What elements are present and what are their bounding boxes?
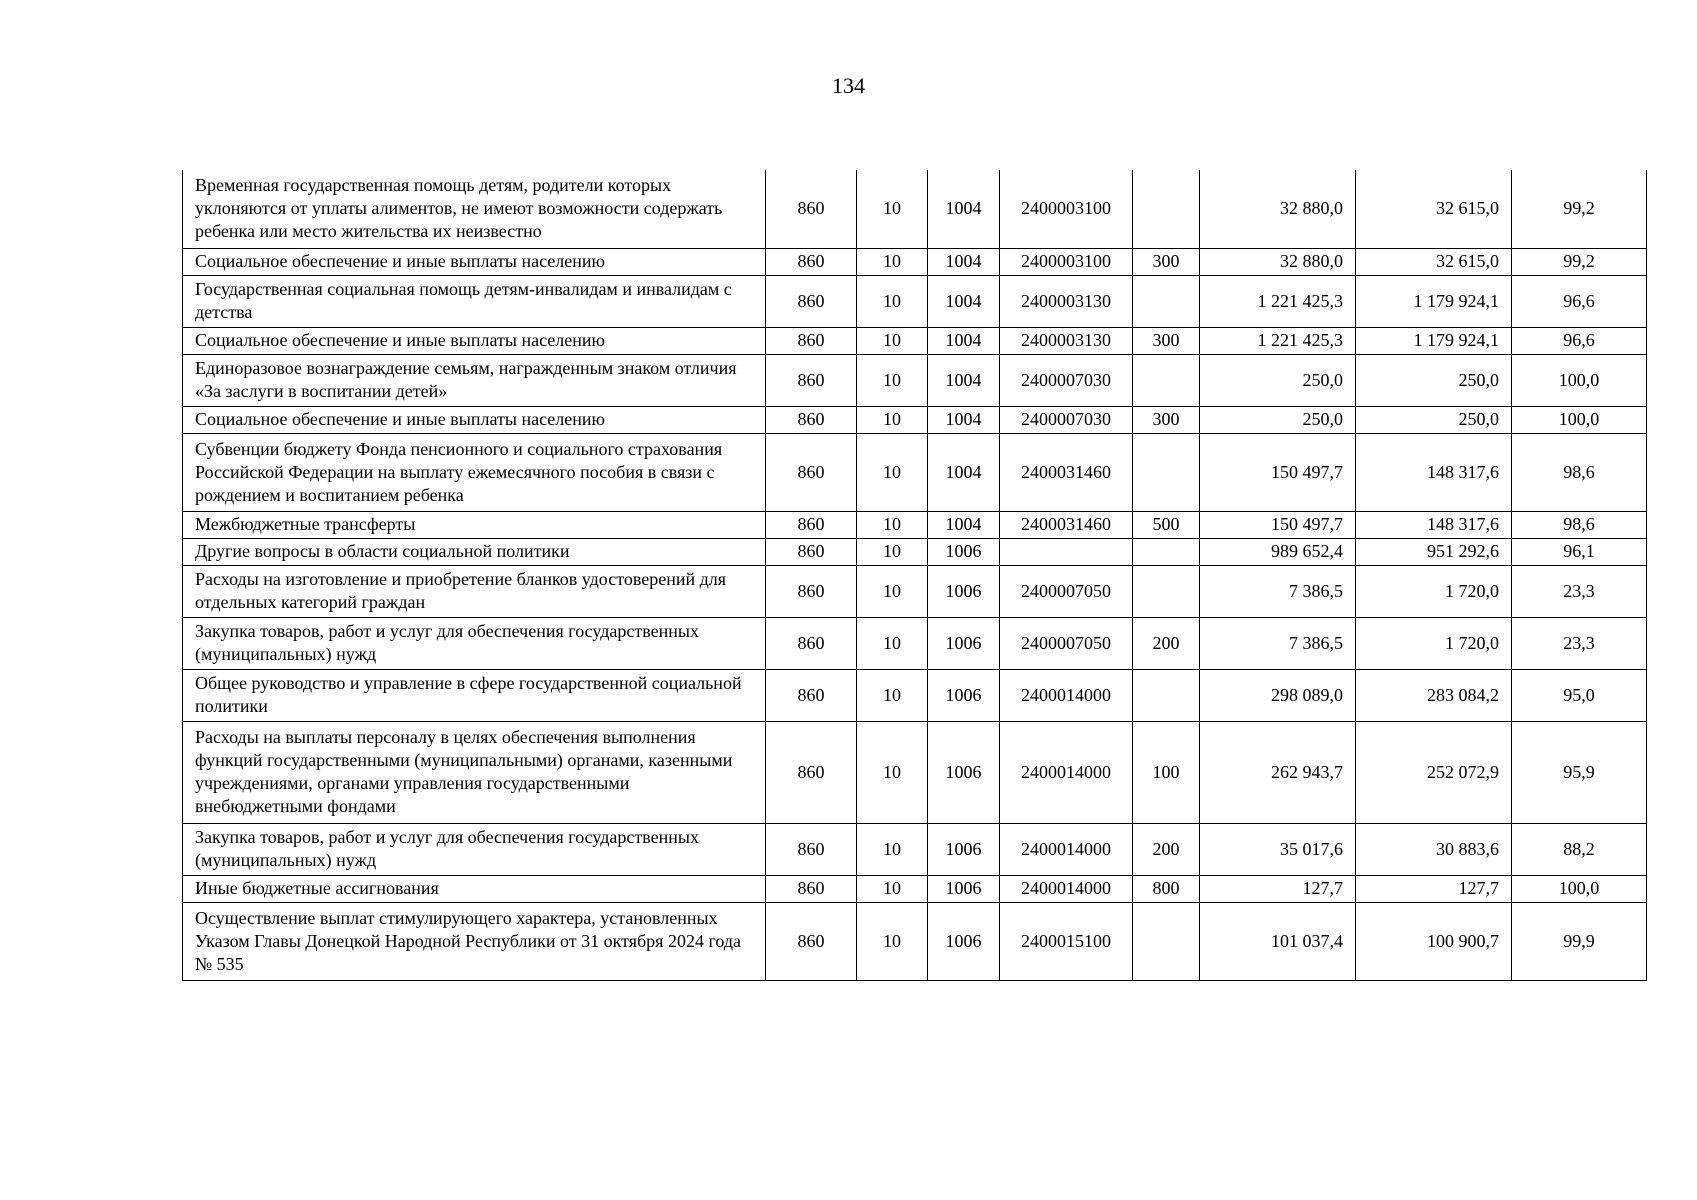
target-article-code-cell: 2400014000 bbox=[1000, 823, 1133, 875]
ministry-code-cell: 860 bbox=[766, 511, 857, 538]
ministry-code-cell: 860 bbox=[766, 538, 857, 565]
section-code-cell: 10 bbox=[857, 327, 928, 354]
table-row bbox=[183, 511, 1647, 538]
section-code-cell: 10 bbox=[857, 248, 928, 275]
actual-amount-cell: 951 292,6 bbox=[1356, 538, 1512, 565]
subsection-code-cell: 1004 bbox=[928, 406, 1000, 433]
planned-amount-cell: 1 221 425,3 bbox=[1200, 275, 1356, 327]
planned-amount-cell: 150 497,7 bbox=[1200, 511, 1356, 538]
expense-type-code-cell bbox=[1133, 565, 1200, 617]
planned-amount-cell: 32 880,0 bbox=[1200, 170, 1356, 248]
table-row bbox=[183, 875, 1647, 902]
target-article-code-cell: 2400003100 bbox=[1000, 170, 1133, 248]
expense-type-code-cell: 500 bbox=[1133, 511, 1200, 538]
expense-name-cell: Закупка товаров, работ и услуг для обеспечения государственных (муниципальных) нужд bbox=[183, 617, 766, 669]
ministry-code-cell: 860 bbox=[766, 565, 857, 617]
expense-type-code-cell: 300 bbox=[1133, 248, 1200, 275]
expense-type-code-cell: 100 bbox=[1133, 721, 1200, 823]
section-code-cell: 10 bbox=[857, 565, 928, 617]
budget-table bbox=[182, 170, 1647, 981]
ministry-code-cell: 860 bbox=[766, 433, 857, 511]
table-row bbox=[183, 902, 1647, 980]
table-row bbox=[183, 170, 1647, 248]
planned-amount-cell: 989 652,4 bbox=[1200, 538, 1356, 565]
expense-name-cell: Социальное обеспечение и иные выплаты населению bbox=[183, 406, 766, 433]
target-article-code-cell: 2400014000 bbox=[1000, 721, 1133, 823]
ministry-code-cell: 860 bbox=[766, 248, 857, 275]
section-code-cell: 10 bbox=[857, 406, 928, 433]
planned-amount-cell: 1 221 425,3 bbox=[1200, 327, 1356, 354]
table-row bbox=[183, 538, 1647, 565]
subsection-code-cell: 1006 bbox=[928, 875, 1000, 902]
target-article-code-cell: 2400031460 bbox=[1000, 433, 1133, 511]
expense-name-cell: Государственная социальная помощь детям-инвалидам и инвалидам с детства bbox=[183, 275, 766, 327]
ministry-code-cell: 860 bbox=[766, 354, 857, 406]
actual-amount-cell: 100 900,7 bbox=[1356, 902, 1512, 980]
actual-amount-cell: 1 179 924,1 bbox=[1356, 327, 1512, 354]
target-article-code-cell: 2400003100 bbox=[1000, 248, 1133, 275]
actual-amount-cell: 1 720,0 bbox=[1356, 617, 1512, 669]
table-row bbox=[183, 565, 1647, 617]
subsection-code-cell: 1006 bbox=[928, 721, 1000, 823]
target-article-code-cell: 2400007050 bbox=[1000, 565, 1133, 617]
execution-percent-cell: 95,9 bbox=[1512, 721, 1647, 823]
execution-percent-cell: 98,6 bbox=[1512, 433, 1647, 511]
subsection-code-cell: 1006 bbox=[928, 902, 1000, 980]
page-number: 134 bbox=[832, 73, 865, 98]
expense-name-cell: Осуществление выплат стимулирующего характера, установленных Указом Главы Донецкой Народной Республики от 31 октября 2024 года № 535 bbox=[183, 902, 766, 980]
section-code-cell: 10 bbox=[857, 354, 928, 406]
expense-type-code-cell: 800 bbox=[1133, 875, 1200, 902]
expense-name-cell: Закупка товаров, работ и услуг для обеспечения государственных (муниципальных) нужд bbox=[183, 823, 766, 875]
expense-name-cell: Межбюджетные трансферты bbox=[183, 511, 766, 538]
execution-percent-cell: 96,6 bbox=[1512, 327, 1647, 354]
planned-amount-cell: 250,0 bbox=[1200, 406, 1356, 433]
table-row bbox=[183, 617, 1647, 669]
ministry-code-cell: 860 bbox=[766, 902, 857, 980]
planned-amount-cell: 7 386,5 bbox=[1200, 565, 1356, 617]
ministry-code-cell: 860 bbox=[766, 721, 857, 823]
table-row bbox=[183, 248, 1647, 275]
expense-name-cell: Иные бюджетные ассигнования bbox=[183, 875, 766, 902]
ministry-code-cell: 860 bbox=[766, 406, 857, 433]
expense-name-cell: Другие вопросы в области социальной политики bbox=[183, 538, 766, 565]
planned-amount-cell: 250,0 bbox=[1200, 354, 1356, 406]
expense-type-code-cell bbox=[1133, 275, 1200, 327]
table-row bbox=[183, 823, 1647, 875]
actual-amount-cell: 1 179 924,1 bbox=[1356, 275, 1512, 327]
execution-percent-cell: 95,0 bbox=[1512, 669, 1647, 721]
actual-amount-cell: 250,0 bbox=[1356, 406, 1512, 433]
execution-percent-cell: 100,0 bbox=[1512, 354, 1647, 406]
actual-amount-cell: 283 084,2 bbox=[1356, 669, 1512, 721]
expense-type-code-cell bbox=[1133, 170, 1200, 248]
ministry-code-cell: 860 bbox=[766, 275, 857, 327]
expense-type-code-cell bbox=[1133, 669, 1200, 721]
subsection-code-cell: 1004 bbox=[928, 354, 1000, 406]
execution-percent-cell: 96,6 bbox=[1512, 275, 1647, 327]
target-article-code-cell: 2400015100 bbox=[1000, 902, 1133, 980]
subsection-code-cell: 1006 bbox=[928, 565, 1000, 617]
execution-percent-cell: 88,2 bbox=[1512, 823, 1647, 875]
target-article-code-cell: 2400007050 bbox=[1000, 617, 1133, 669]
execution-percent-cell: 99,2 bbox=[1512, 170, 1647, 248]
planned-amount-cell: 32 880,0 bbox=[1200, 248, 1356, 275]
ministry-code-cell: 860 bbox=[766, 617, 857, 669]
actual-amount-cell: 1 720,0 bbox=[1356, 565, 1512, 617]
expense-type-code-cell bbox=[1133, 902, 1200, 980]
subsection-code-cell: 1004 bbox=[928, 511, 1000, 538]
actual-amount-cell: 30 883,6 bbox=[1356, 823, 1512, 875]
budget-table-container bbox=[182, 170, 1646, 981]
actual-amount-cell: 32 615,0 bbox=[1356, 248, 1512, 275]
execution-percent-cell: 98,6 bbox=[1512, 511, 1647, 538]
target-article-code-cell: 2400014000 bbox=[1000, 875, 1133, 902]
subsection-code-cell: 1006 bbox=[928, 823, 1000, 875]
execution-percent-cell: 23,3 bbox=[1512, 565, 1647, 617]
execution-percent-cell: 23,3 bbox=[1512, 617, 1647, 669]
table-row bbox=[183, 433, 1647, 511]
subsection-code-cell: 1006 bbox=[928, 669, 1000, 721]
table-row bbox=[183, 406, 1647, 433]
expense-type-code-cell bbox=[1133, 433, 1200, 511]
execution-percent-cell: 99,9 bbox=[1512, 902, 1647, 980]
execution-percent-cell: 99,2 bbox=[1512, 248, 1647, 275]
planned-amount-cell: 101 037,4 bbox=[1200, 902, 1356, 980]
ministry-code-cell: 860 bbox=[766, 327, 857, 354]
subsection-code-cell: 1006 bbox=[928, 617, 1000, 669]
actual-amount-cell: 148 317,6 bbox=[1356, 433, 1512, 511]
table-row bbox=[183, 275, 1647, 327]
target-article-code-cell: 2400014000 bbox=[1000, 669, 1133, 721]
planned-amount-cell: 262 943,7 bbox=[1200, 721, 1356, 823]
planned-amount-cell: 7 386,5 bbox=[1200, 617, 1356, 669]
table-row bbox=[183, 354, 1647, 406]
planned-amount-cell: 298 089,0 bbox=[1200, 669, 1356, 721]
subsection-code-cell: 1004 bbox=[928, 170, 1000, 248]
expense-name-cell: Субвенции бюджету Фонда пенсионного и социального страхования Российской Федерации на выплату ежемесячного пособия в связи с рождением и воспитанием ребенка bbox=[183, 433, 766, 511]
target-article-code-cell bbox=[1000, 538, 1133, 565]
target-article-code-cell: 2400031460 bbox=[1000, 511, 1133, 538]
expense-name-cell: Социальное обеспечение и иные выплаты населению bbox=[183, 248, 766, 275]
section-code-cell: 10 bbox=[857, 902, 928, 980]
target-article-code-cell: 2400003130 bbox=[1000, 327, 1133, 354]
budget-table-body bbox=[183, 170, 1647, 980]
expense-name-cell: Расходы на выплаты персоналу в целях обеспечения выполнения функций государственными (муниципальными) органами, казенными учреждениями, органами управления государственными внебюджетными фондами bbox=[183, 721, 766, 823]
ministry-code-cell: 860 bbox=[766, 875, 857, 902]
planned-amount-cell: 35 017,6 bbox=[1200, 823, 1356, 875]
subsection-code-cell: 1004 bbox=[928, 275, 1000, 327]
expense-type-code-cell: 200 bbox=[1133, 617, 1200, 669]
section-code-cell: 10 bbox=[857, 721, 928, 823]
section-code-cell: 10 bbox=[857, 538, 928, 565]
table-row bbox=[183, 721, 1647, 823]
target-article-code-cell: 2400007030 bbox=[1000, 406, 1133, 433]
expense-name-cell: Единоразовое вознаграждение семьям, награжденным знаком отличия «За заслуги в воспитании детей» bbox=[183, 354, 766, 406]
expense-type-code-cell bbox=[1133, 538, 1200, 565]
section-code-cell: 10 bbox=[857, 275, 928, 327]
subsection-code-cell: 1006 bbox=[928, 538, 1000, 565]
planned-amount-cell: 127,7 bbox=[1200, 875, 1356, 902]
target-article-code-cell: 2400003130 bbox=[1000, 275, 1133, 327]
expense-name-cell: Временная государственная помощь детям, родители которых уклоняются от уплаты алиментов, не имеют возможности содержать ребенка или место жительства их неизвестно bbox=[183, 170, 766, 248]
expense-name-cell: Общее руководство и управление в сфере государственной социальной политики bbox=[183, 669, 766, 721]
section-code-cell: 10 bbox=[857, 511, 928, 538]
section-code-cell: 10 bbox=[857, 433, 928, 511]
expense-type-code-cell: 200 bbox=[1133, 823, 1200, 875]
expense-type-code-cell: 300 bbox=[1133, 406, 1200, 433]
actual-amount-cell: 250,0 bbox=[1356, 354, 1512, 406]
section-code-cell: 10 bbox=[857, 669, 928, 721]
actual-amount-cell: 252 072,9 bbox=[1356, 721, 1512, 823]
section-code-cell: 10 bbox=[857, 617, 928, 669]
actual-amount-cell: 32 615,0 bbox=[1356, 170, 1512, 248]
actual-amount-cell: 148 317,6 bbox=[1356, 511, 1512, 538]
ministry-code-cell: 860 bbox=[766, 823, 857, 875]
expense-name-cell: Социальное обеспечение и иные выплаты населению bbox=[183, 327, 766, 354]
expense-name-cell: Расходы на изготовление и приобретение бланков удостоверений для отдельных категорий граждан bbox=[183, 565, 766, 617]
ministry-code-cell: 860 bbox=[766, 669, 857, 721]
execution-percent-cell: 100,0 bbox=[1512, 406, 1647, 433]
ministry-code-cell: 860 bbox=[766, 170, 857, 248]
actual-amount-cell: 127,7 bbox=[1356, 875, 1512, 902]
subsection-code-cell: 1004 bbox=[928, 433, 1000, 511]
expense-type-code-cell bbox=[1133, 354, 1200, 406]
execution-percent-cell: 100,0 bbox=[1512, 875, 1647, 902]
expense-type-code-cell: 300 bbox=[1133, 327, 1200, 354]
section-code-cell: 10 bbox=[857, 823, 928, 875]
table-row bbox=[183, 669, 1647, 721]
planned-amount-cell: 150 497,7 bbox=[1200, 433, 1356, 511]
execution-percent-cell: 96,1 bbox=[1512, 538, 1647, 565]
section-code-cell: 10 bbox=[857, 170, 928, 248]
subsection-code-cell: 1004 bbox=[928, 327, 1000, 354]
section-code-cell: 10 bbox=[857, 875, 928, 902]
table-row bbox=[183, 327, 1647, 354]
subsection-code-cell: 1004 bbox=[928, 248, 1000, 275]
target-article-code-cell: 2400007030 bbox=[1000, 354, 1133, 406]
